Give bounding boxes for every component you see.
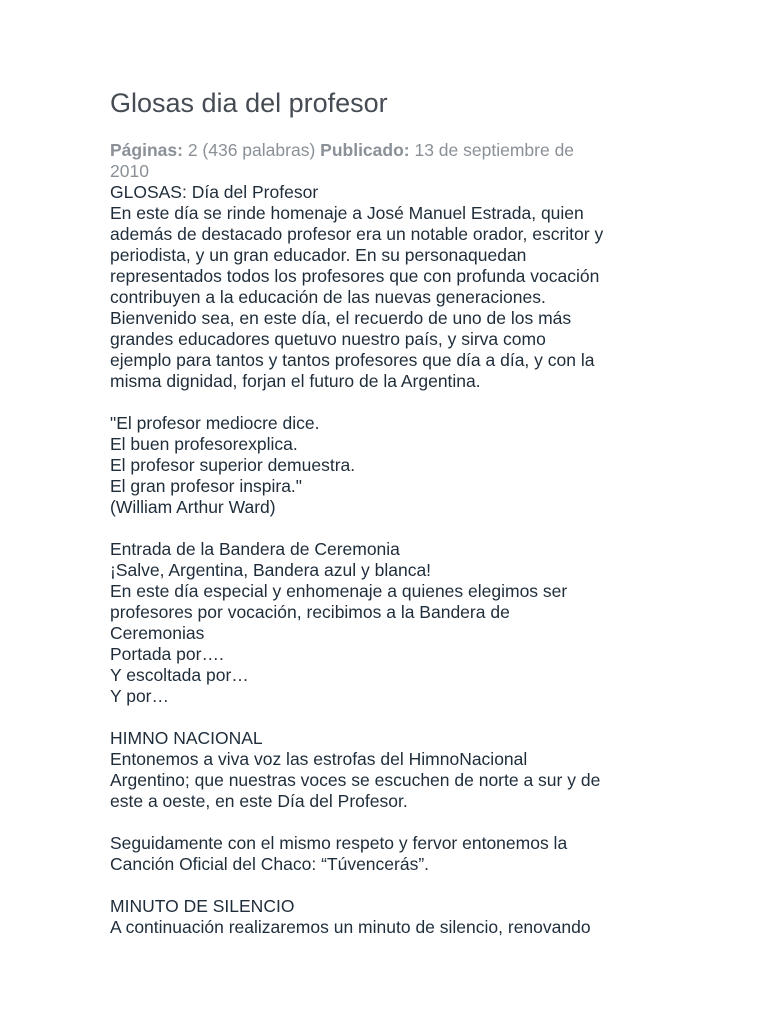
text-line: Canción Oficial del Chaco: “Túvencerás”. [110, 854, 430, 874]
text-line: además de destacado profesor era un notable orador, escritor y [110, 224, 604, 244]
meta-line-1 [110, 140, 655, 161]
text-line: ejemplo para tantos y tantos profesores que día a día, y con la [110, 350, 595, 370]
text-line: contribuyen a la educación de las nuevas generaciones. [110, 287, 546, 307]
paragraph [110, 413, 655, 518]
text-line: El profesor superior demuestra. [110, 455, 356, 475]
text-line: representados todos los profesores que con profunda vocación [110, 266, 600, 286]
text-line: Bienvenido sea, en este día, el recuerdo de uno de los más [110, 308, 572, 328]
text-line: GLOSAS: Día del Profesor [110, 182, 319, 202]
paragraph-gap [110, 392, 655, 413]
text-line: misma dignidad, forjan el futuro de la Argentina. [110, 371, 481, 391]
paragraph [110, 728, 655, 812]
text-line: Portada por…. [110, 644, 224, 664]
text-line: El gran profesor inspira." [110, 476, 302, 496]
paragraph [110, 896, 655, 938]
pages-label: Páginas: [110, 140, 183, 160]
text-line: MINUTO DE SILENCIO [110, 896, 295, 916]
paragraph-gap [110, 875, 655, 896]
paragraph-gap [110, 707, 655, 728]
paragraph [110, 539, 655, 707]
paragraph-gap [110, 518, 655, 539]
text-line: grandes educadores quetuvo nuestro país, y sirva como [110, 329, 546, 349]
document-meta [110, 140, 655, 182]
text-line: A continuación realizaremos un minuto de silencio, renovando [110, 917, 591, 937]
paragraph [110, 833, 655, 875]
published-label: Publicado: [320, 140, 410, 160]
text-line: Y escoltada por… [110, 665, 249, 685]
text-line: Entrada de la Bandera de Ceremonia [110, 539, 400, 559]
text-line: (William Arthur Ward) [110, 497, 276, 517]
meta-line-2: 2010 [110, 161, 149, 181]
document-body [110, 182, 655, 938]
text-line: HIMNO NACIONAL [110, 728, 263, 748]
text-line: En este día se rinde homenaje a José Manuel Estrada, quien [110, 203, 584, 223]
text-line: profesores por vocación, recibimos a la Bandera de [110, 602, 510, 622]
text-line: este a oeste, en este Día del Profesor. [110, 791, 408, 811]
text-line: Argentino; que nuestras voces se escuchen de norte a sur y de [110, 770, 601, 790]
text-line: El buen profesorexplica. [110, 434, 298, 454]
paragraph-gap [110, 812, 655, 833]
text-line: Entonemos a viva voz las estrofas del HimnoNacional [110, 749, 528, 769]
paragraph [110, 182, 655, 392]
text-line: En este día especial y enhomenaje a quienes elegimos ser [110, 581, 568, 601]
text-line: "El profesor mediocre dice. [110, 413, 320, 433]
published-value: 13 de septiembre de [414, 140, 575, 160]
document-title: Glosas dia del profesor [110, 88, 388, 118]
text-line: ¡Salve, Argentina, Bandera azul y blanca! [110, 560, 432, 580]
text-line: Ceremonias [110, 623, 205, 643]
pages-value: 2 (436 palabras) [187, 140, 316, 160]
document-page [110, 84, 655, 938]
text-line: Seguidamente con el mismo respeto y fervor entonemos la [110, 833, 568, 853]
text-line: Y por… [110, 686, 170, 706]
text-line: periodista, y un gran educador. En su personaquedan [110, 245, 527, 265]
